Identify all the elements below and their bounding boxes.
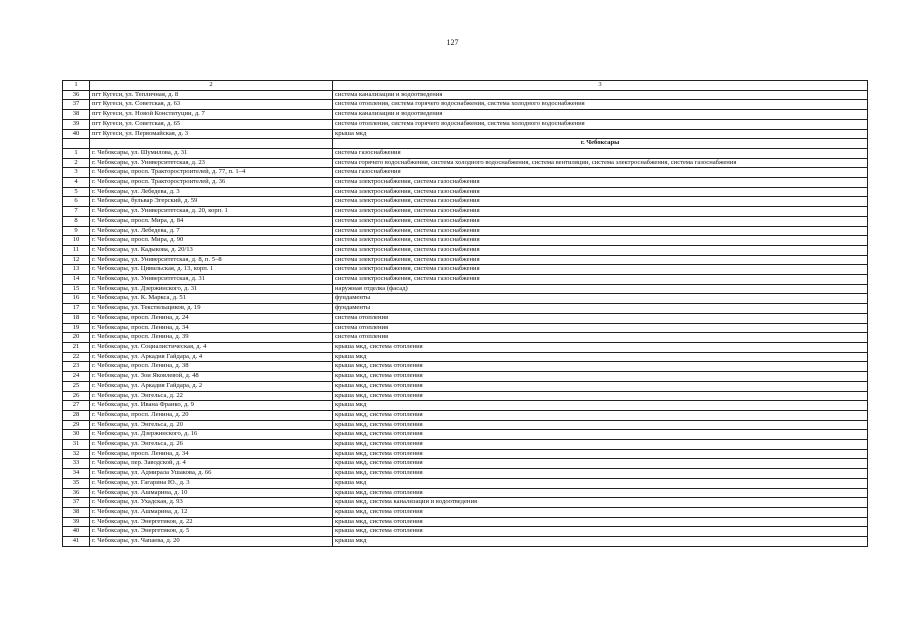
- row-works: система горячего водоснабжения, система холодного водоснабжения, система вентиляции, система электроснабжения, система газоснабжения: [333, 158, 868, 168]
- row-works: система электроснабжения, система газоснабжения: [333, 265, 868, 275]
- row-address: г. Чебоксары, ул. Ухадская, д. 93: [90, 498, 333, 508]
- row-number: 22: [63, 352, 90, 362]
- row-address: пгт Кугеси, ул. Новой Конституции, д. 7: [90, 110, 333, 120]
- table-row: [63, 110, 868, 120]
- row-number: 6: [63, 197, 90, 207]
- row-number: 27: [63, 401, 90, 411]
- row-address: г. Чебоксары, ул. Университетская, д. 8, п. 5–8: [90, 255, 333, 265]
- table-row: [63, 478, 868, 488]
- table-row: [63, 216, 868, 226]
- table-row: [63, 100, 868, 110]
- row-number: 33: [63, 459, 90, 469]
- row-works: система отопления: [333, 323, 868, 333]
- row-works: система электроснабжения, система газоснабжения: [333, 236, 868, 246]
- table-row: [63, 372, 868, 382]
- row-number: 41: [63, 537, 90, 547]
- row-works: система канализации и водоотведения: [333, 90, 868, 100]
- row-address: г. Чебоксары, просп. Ленина, д. 20: [90, 410, 333, 420]
- row-number: 37: [63, 100, 90, 110]
- table-row: [63, 333, 868, 343]
- table-row: [63, 129, 868, 139]
- table-row: [63, 352, 868, 362]
- row-number: 23: [63, 362, 90, 372]
- page-number: 127: [446, 38, 459, 47]
- row-works: крыша мкд, система отопления: [333, 372, 868, 382]
- row-works: система электроснабжения, система газоснабжения: [333, 216, 868, 226]
- row-number: 36: [63, 488, 90, 498]
- row-address: г. Чебоксары, просп. Мира, д. 84: [90, 216, 333, 226]
- row-works: наружная отделка (фасад): [333, 284, 868, 294]
- row-number: 20: [63, 333, 90, 343]
- row-address: г. Чебоксары, ул. Ашмарина, д. 10: [90, 488, 333, 498]
- row-number: 28: [63, 410, 90, 420]
- row-works: система отопления: [333, 333, 868, 343]
- row-works: крыша мкд: [333, 537, 868, 547]
- row-works: система электроснабжения, система газоснабжения: [333, 255, 868, 265]
- row-works: крыша мкд, система отопления: [333, 391, 868, 401]
- table-row: [63, 90, 868, 100]
- row-address: г. Чебоксары, ул. Университетская, д. 23: [90, 158, 333, 168]
- table-row: [63, 119, 868, 129]
- row-works: крыша мкд, система отопления: [333, 469, 868, 479]
- row-address: пгт Кугеси, ул. Советская, д. 65: [90, 119, 333, 129]
- table-row: [63, 226, 868, 236]
- row-works: система электроснабжения, система газоснабжения: [333, 207, 868, 217]
- section-blank-num: [63, 139, 90, 149]
- row-address: г. Чебоксары, ул. Цивильская, д. 13, корп. 1: [90, 265, 333, 275]
- header-col-3: 3: [333, 81, 868, 91]
- row-address: г. Чебоксары, ул. Социалистическая, д. 4: [90, 342, 333, 352]
- header-col-1: 1: [63, 81, 90, 91]
- row-number: 10: [63, 236, 90, 246]
- table-row: [63, 187, 868, 197]
- row-number: 18: [63, 313, 90, 323]
- row-works: крыша мкд, система отопления: [333, 420, 868, 430]
- row-number: 4: [63, 178, 90, 188]
- row-number: 15: [63, 284, 90, 294]
- row-address: г. Чебоксары, ул. Университетская, д. 31: [90, 275, 333, 285]
- table-row: [63, 430, 868, 440]
- works-table: [62, 80, 868, 547]
- row-works: система газоснабжения: [333, 168, 868, 178]
- table-row: [63, 391, 868, 401]
- row-works: крыша мкд, система отопления: [333, 381, 868, 391]
- row-address: г. Чебоксары, ул. Ивана Франко, д. 9: [90, 401, 333, 411]
- table-row: [63, 178, 868, 188]
- row-address: г. Чебоксары, ул. Ашмарина, д. 12: [90, 507, 333, 517]
- table-row: [63, 507, 868, 517]
- row-number: 30: [63, 430, 90, 440]
- table-row: [63, 207, 868, 217]
- row-number: 17: [63, 304, 90, 314]
- section-blank-address: [90, 139, 333, 149]
- table-row: [63, 236, 868, 246]
- row-number: 14: [63, 275, 90, 285]
- row-address: г. Чебоксары, ул. Кадыкова, д. 20/13: [90, 245, 333, 255]
- row-works: система электроснабжения, система газоснабжения: [333, 197, 868, 207]
- row-address: г. Чебоксары, ул. Зои Яковлевой, д. 48: [90, 372, 333, 382]
- table-row: [63, 284, 868, 294]
- row-address: г. Чебоксары, ул. Гагарина Ю., д. 3: [90, 478, 333, 488]
- row-number: 26: [63, 391, 90, 401]
- table-row: [63, 401, 868, 411]
- row-works: система электроснабжения, система газоснабжения: [333, 178, 868, 188]
- table-row: [63, 304, 868, 314]
- row-works: фундаменты: [333, 304, 868, 314]
- row-works: крыша мкд, система отопления: [333, 517, 868, 527]
- row-number: 25: [63, 381, 90, 391]
- row-address: г. Чебоксары, ул. Энгельса, д. 26: [90, 440, 333, 450]
- row-address: г. Чебоксары, просп. Ленина, д. 38: [90, 362, 333, 372]
- row-number: 7: [63, 207, 90, 217]
- table-row: [63, 245, 868, 255]
- row-address: г. Чебоксары, ул. Энергетиков, д. 5: [90, 527, 333, 537]
- row-works: система электроснабжения, система газоснабжения: [333, 275, 868, 285]
- row-number: 39: [63, 517, 90, 527]
- table-row: [63, 537, 868, 547]
- row-number: 38: [63, 110, 90, 120]
- row-works: система электроснабжения, система газоснабжения: [333, 245, 868, 255]
- row-works: система отопления, система горячего водоснабжения, система холодного водоснабжения: [333, 119, 868, 129]
- table-row: [63, 313, 868, 323]
- section-city-name: г. Чебоксары: [333, 139, 868, 149]
- row-address: г. Чебоксары, бульвар Эгерский, д. 59: [90, 197, 333, 207]
- row-address: г. Чебоксары, ул. Аркадия Гайдара, д. 2: [90, 381, 333, 391]
- table-row: [63, 197, 868, 207]
- header-col-2: 2: [90, 81, 333, 91]
- row-number: 5: [63, 187, 90, 197]
- row-works: крыша мкд, система отопления: [333, 449, 868, 459]
- row-number: 40: [63, 527, 90, 537]
- row-address: г. Чебоксары, просп. Ленина, д. 39: [90, 333, 333, 343]
- row-number: 39: [63, 119, 90, 129]
- table-row: [63, 440, 868, 450]
- row-address: г. Чебоксары, ул. Энергетиков, д. 22: [90, 517, 333, 527]
- section-row: [63, 139, 868, 149]
- table-row: [63, 342, 868, 352]
- row-address: г. Чебоксары, ул. Лебедева, д. 7: [90, 226, 333, 236]
- row-works: крыша мкд, система отопления: [333, 342, 868, 352]
- table-row: [63, 362, 868, 372]
- row-address: г. Чебоксары, ул. Энгельса, д. 20: [90, 420, 333, 430]
- row-works: крыша мкд, система отопления: [333, 507, 868, 517]
- table-row: [63, 517, 868, 527]
- row-works: крыша мкд: [333, 352, 868, 362]
- row-number: 37: [63, 498, 90, 508]
- row-number: 2: [63, 158, 90, 168]
- row-number: 35: [63, 478, 90, 488]
- row-address: г. Чебоксары, ул. К. Маркса, д. 51: [90, 294, 333, 304]
- row-address: г. Чебоксары, просп. Мира, д. 90: [90, 236, 333, 246]
- table-row: [63, 323, 868, 333]
- row-number: 13: [63, 265, 90, 275]
- table-row: [63, 381, 868, 391]
- row-address: г. Чебоксары, ул. Лебедева, д. 3: [90, 187, 333, 197]
- row-number: 3: [63, 168, 90, 178]
- row-works: крыша мкд, система отопления: [333, 440, 868, 450]
- row-address: г. Чебоксары, пер. Заводской, д. 4: [90, 459, 333, 469]
- table-row: [63, 294, 868, 304]
- table-row: [63, 527, 868, 537]
- row-address: пгт Кугеси, ул. Советская, д. 63: [90, 100, 333, 110]
- row-works: система электроснабжения, система газоснабжения: [333, 187, 868, 197]
- row-number: 31: [63, 440, 90, 450]
- table-row: [63, 265, 868, 275]
- table-row: [63, 459, 868, 469]
- row-number: 8: [63, 216, 90, 226]
- row-address: г. Чебоксары, ул. Текстильщиков, д. 19: [90, 304, 333, 314]
- row-number: 19: [63, 323, 90, 333]
- row-works: крыша мкд, система отопления: [333, 362, 868, 372]
- table-row: [63, 148, 868, 158]
- table-row: [63, 158, 868, 168]
- row-number: 32: [63, 449, 90, 459]
- row-address: г. Чебоксары, ул. Чапаева, д. 20: [90, 537, 333, 547]
- row-works: крыша мкд, система канализации и водоотведения: [333, 498, 868, 508]
- row-number: 9: [63, 226, 90, 236]
- table-header-row: [63, 81, 868, 91]
- row-works: крыша мкд, система отопления: [333, 410, 868, 420]
- table-row: [63, 410, 868, 420]
- row-works: система отопления, система горячего водоснабжения, система холодного водоснабжения: [333, 100, 868, 110]
- table-row: [63, 275, 868, 285]
- table-row: [63, 255, 868, 265]
- row-address: г. Чебоксары, просп. Тракторостроителей, д. 36: [90, 178, 333, 188]
- table-row: [63, 469, 868, 479]
- row-address: г. Чебоксары, ул. Аркадия Гайдара, д. 4: [90, 352, 333, 362]
- row-address: г. Чебоксары, ул. Энгельса, д. 22: [90, 391, 333, 401]
- row-works: система канализации и водоотведения: [333, 110, 868, 120]
- row-works: система газоснабжения: [333, 148, 868, 158]
- row-address: г. Чебоксары, ул. Университетская, д. 20, корп. 1: [90, 207, 333, 217]
- row-address: пгт Кугеси, ул. Тепличная, д. 8: [90, 90, 333, 100]
- row-works: система отопления: [333, 313, 868, 323]
- row-address: г. Чебоксары, ул. Адмирала Ушакова, д. 66: [90, 469, 333, 479]
- row-works: крыша мкд, система отопления: [333, 527, 868, 537]
- row-address: г. Чебоксары, просп. Ленина, д. 24: [90, 313, 333, 323]
- row-works: фундаменты: [333, 294, 868, 304]
- row-works: крыша мкд, система отопления: [333, 459, 868, 469]
- row-address: г. Чебоксары, просп. Ленина, д. 34: [90, 449, 333, 459]
- row-number: 36: [63, 90, 90, 100]
- row-address: г. Чебоксары, ул. Шумилова, д. 31: [90, 148, 333, 158]
- table-row: [63, 498, 868, 508]
- table-row: [63, 168, 868, 178]
- row-works: крыша мкд: [333, 129, 868, 139]
- row-number: 38: [63, 507, 90, 517]
- row-address: г. Чебоксары, ул. Дзержинского, д. 16: [90, 430, 333, 440]
- row-works: система электроснабжения, система газоснабжения: [333, 226, 868, 236]
- row-address: г. Чебоксары, ул. Дзержинского, д. 31: [90, 284, 333, 294]
- row-number: 24: [63, 372, 90, 382]
- table-row: [63, 420, 868, 430]
- row-number: 34: [63, 469, 90, 479]
- row-number: 40: [63, 129, 90, 139]
- table-row: [63, 488, 868, 498]
- row-works: крыша мкд: [333, 401, 868, 411]
- table-row: [63, 449, 868, 459]
- row-address: г. Чебоксары, просп. Ленина, д. 34: [90, 323, 333, 333]
- row-address: пгт Кугеси, ул. Первомайская, д. 3: [90, 129, 333, 139]
- row-number: 12: [63, 255, 90, 265]
- row-works: крыша мкд: [333, 478, 868, 488]
- row-number: 16: [63, 294, 90, 304]
- row-works: крыша мкд, система отопления: [333, 488, 868, 498]
- row-works: крыша мкд, система отопления: [333, 430, 868, 440]
- row-number: 1: [63, 148, 90, 158]
- row-address: г. Чебоксары, просп. Тракторостроителей, д. 77, п. 1–4: [90, 168, 333, 178]
- row-number: 29: [63, 420, 90, 430]
- row-number: 11: [63, 245, 90, 255]
- row-number: 21: [63, 342, 90, 352]
